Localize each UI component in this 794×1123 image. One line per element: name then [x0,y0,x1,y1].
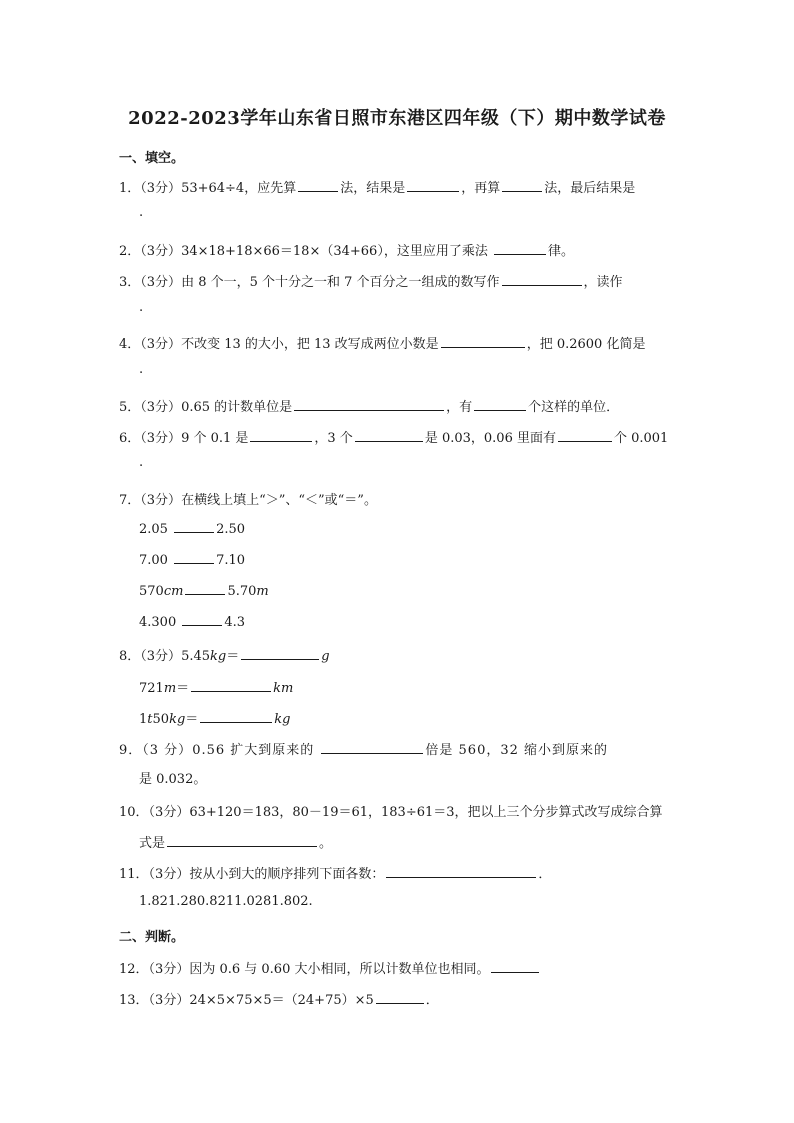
q12-blank-1[interactable] [491,960,539,973]
question-1 [119,177,635,196]
q13-score: （3分） [148,993,190,1008]
q8-row-3 [139,708,290,727]
q8-row-1-left-unit: kg [210,649,227,664]
question-2 [119,240,574,259]
q7-row-3-blank[interactable] [185,582,225,595]
q10-score: （3分） [148,805,190,820]
q3-text-b: ，读作 [583,275,623,290]
q10-number: 10． [119,805,149,820]
q9-text-b: 倍是 560，32 缩小到原来的 [425,743,609,758]
q10-text-a: 63+120＝183，80－19＝61，183÷61＝3，把以上三个分步算式改写成综合算 [189,805,663,820]
q5-text-b: ，有 [446,400,473,415]
q8-row-2-blank[interactable] [191,679,271,692]
q4-number: 4． [119,337,141,352]
question-5 [119,396,619,415]
q5-score: （3分） [140,400,182,415]
q8-row-2-eq: ＝ [176,681,190,696]
q5-text-c: 个这样的单位． [528,400,620,415]
q7-row-3 [139,582,269,599]
question-4 [119,333,645,352]
section-fill-heading: 一、填空。 [119,151,185,166]
q7-row-4 [139,613,245,630]
q9-line-2 [139,768,206,787]
q6-text-d: 个 0.001 [613,431,669,446]
q7-row-3-left: 570 [139,584,164,599]
q8-row-3-left: 1 [139,712,148,727]
q2-text-b: 律。 [547,244,574,259]
q9-blank-1[interactable] [321,741,423,754]
q1-blank-3[interactable] [502,179,542,192]
q7-row-4-left: 4.300 [139,615,177,630]
q11-blank-1[interactable] [386,865,536,878]
q6-blank-2[interactable] [355,429,423,442]
q6-answer-dot: . [139,455,144,470]
q8-row-2-left: 721 [139,681,164,696]
q4-answer-dot: . [139,362,144,377]
q1-text-d: 法，最后结果是 [544,181,636,196]
q1-blank-1[interactable] [298,179,338,192]
q10-text-c: 。 [319,836,333,851]
q13-text-b: ． [425,993,439,1008]
q2-number: 2． [119,244,141,259]
q8-row-3-right-unit: kg [274,712,291,727]
q7-row-2-blank[interactable] [174,551,214,564]
q8-row-3-mid: 50 [152,712,170,727]
q7-row-1-right: 2.50 [216,522,246,537]
q10-line-2 [139,832,332,851]
q11-number: 11． [119,867,149,882]
q4-text-b: ，把 0.2600 化简是 [526,337,646,352]
q5-text-a: 0.65 的计数单位是 [181,400,293,415]
q7-row-3-right-unit: m [256,584,269,599]
q3-blank-1[interactable] [502,273,582,286]
q3-text-a: 由 8 个一，5 个十分之一和 7 个百分之一组成的数写作 [181,275,500,290]
q11-text-a: 按从小到大的顺序排列下面各数： [189,867,385,882]
q13-blank-1[interactable] [376,991,424,1004]
q7-row-3-left-unit: cm [163,584,184,599]
question-6 [119,427,668,446]
q6-blank-1[interactable] [250,429,312,442]
q7-row-2 [139,551,245,568]
q7-row-1 [139,520,245,537]
q6-text-a: 9 个 0.1 是 [181,431,249,446]
q8-row-2 [139,677,293,696]
q6-text-c: 是 0.03，0.06 里面有 [424,431,556,446]
q1-score: （3分） [140,181,182,196]
q7-row-1-blank[interactable] [174,520,214,533]
q9-text-c: 是 0.032。 [139,772,207,787]
q8-row-1-eq: ＝ [226,649,240,664]
q8-row-2-left-unit: m [163,681,177,696]
q8-row-3-unit-kg: kg [169,712,186,727]
q1-answer-dot: . [139,205,144,220]
q7-row-4-right: 4.3 [224,615,246,630]
q8-number: 8． [119,649,141,664]
q5-blank-2[interactable] [474,398,526,411]
q1-text-a: 53+64÷4，应先算 [181,181,297,196]
q8-row-3-eq: ＝ [185,712,199,727]
q9-text-a: 0.56 扩大到原来的 [192,743,315,758]
q8-row-1-left: 5.45 [181,649,211,664]
question-10 [119,801,663,820]
q7-row-1-left: 2.05 [139,522,168,537]
q1-text-c: ，再算 [461,181,501,196]
q2-blank-1[interactable] [494,242,546,255]
question-9 [119,739,608,758]
q10-blank-1[interactable] [167,834,317,847]
q10-text-b: 式是 [139,836,166,851]
q3-number: 3． [119,275,141,290]
q3-answer-dot: . [139,300,144,315]
q8-row-3-blank[interactable] [200,710,272,723]
page-title: 2022-2023学年山东省日照市东港区四年级（下）期中数学试卷 [128,108,666,129]
q8-row-3-unit-t: t [147,712,153,727]
q12-score: （3分） [148,962,190,977]
q7-row-2-right: 7.10 [216,553,246,568]
q8-row-2-right-unit: km [273,681,294,696]
question-8 [119,645,330,664]
q3-score: （3分） [140,275,182,290]
q7-row-2-left: 7.00 [139,553,168,568]
q7-number: 7． [119,493,141,508]
q13-text-a: 24×5×75×5＝（24+75）×5 [189,993,374,1008]
q2-text-a: 34×18+18×66＝18×（34+66），这里应用了乘法 [181,244,488,259]
q4-text-a: 不改变 13 的大小，把 13 改写成两位小数是 [181,337,439,352]
q12-number: 12． [119,962,149,977]
q7-row-4-blank[interactable] [182,613,222,626]
question-11 [119,863,551,882]
q12-text-a: 因为 0.6 与 0.60 大小相同，所以计数单位也相同。 [189,962,490,977]
q6-number: 6． [119,431,141,446]
q1-blank-2[interactable] [407,179,459,192]
q6-blank-3[interactable] [558,429,612,442]
question-7 [119,489,377,508]
q8-row-1-right-unit: g [321,649,330,664]
q13-number: 13． [119,993,149,1008]
q6-text-b: ，3 个 [314,431,353,446]
q5-blank-1[interactable] [294,398,444,411]
q7-score: （3分） [140,493,182,508]
question-12 [119,958,541,977]
q9-number: 9． [119,743,143,758]
q1-text-b: 法，结果是 [340,181,406,196]
q9-score: （3 分） [142,743,193,758]
q4-blank-1[interactable] [441,335,525,348]
q1-number: 1． [119,181,141,196]
q11-numbers: 1.821.280.8211.0281.802. [139,894,313,909]
q5-number: 5． [119,400,141,415]
question-3 [119,271,623,290]
q4-score: （3分） [140,337,182,352]
section-judge-heading: 二、判断。 [119,930,185,945]
q11-score: （3分） [148,867,190,882]
q8-row-1-blank[interactable] [241,647,319,660]
question-13 [119,989,439,1008]
q8-score: （3分） [140,649,182,664]
q7-text: 在横线上填上“＞”、“＜”或“＝”。 [181,493,377,508]
q7-row-3-right: 5.70 [227,584,257,599]
q6-score: （3分） [140,431,182,446]
q2-score: （3分） [140,244,182,259]
q11-text-b: ． [538,867,552,882]
